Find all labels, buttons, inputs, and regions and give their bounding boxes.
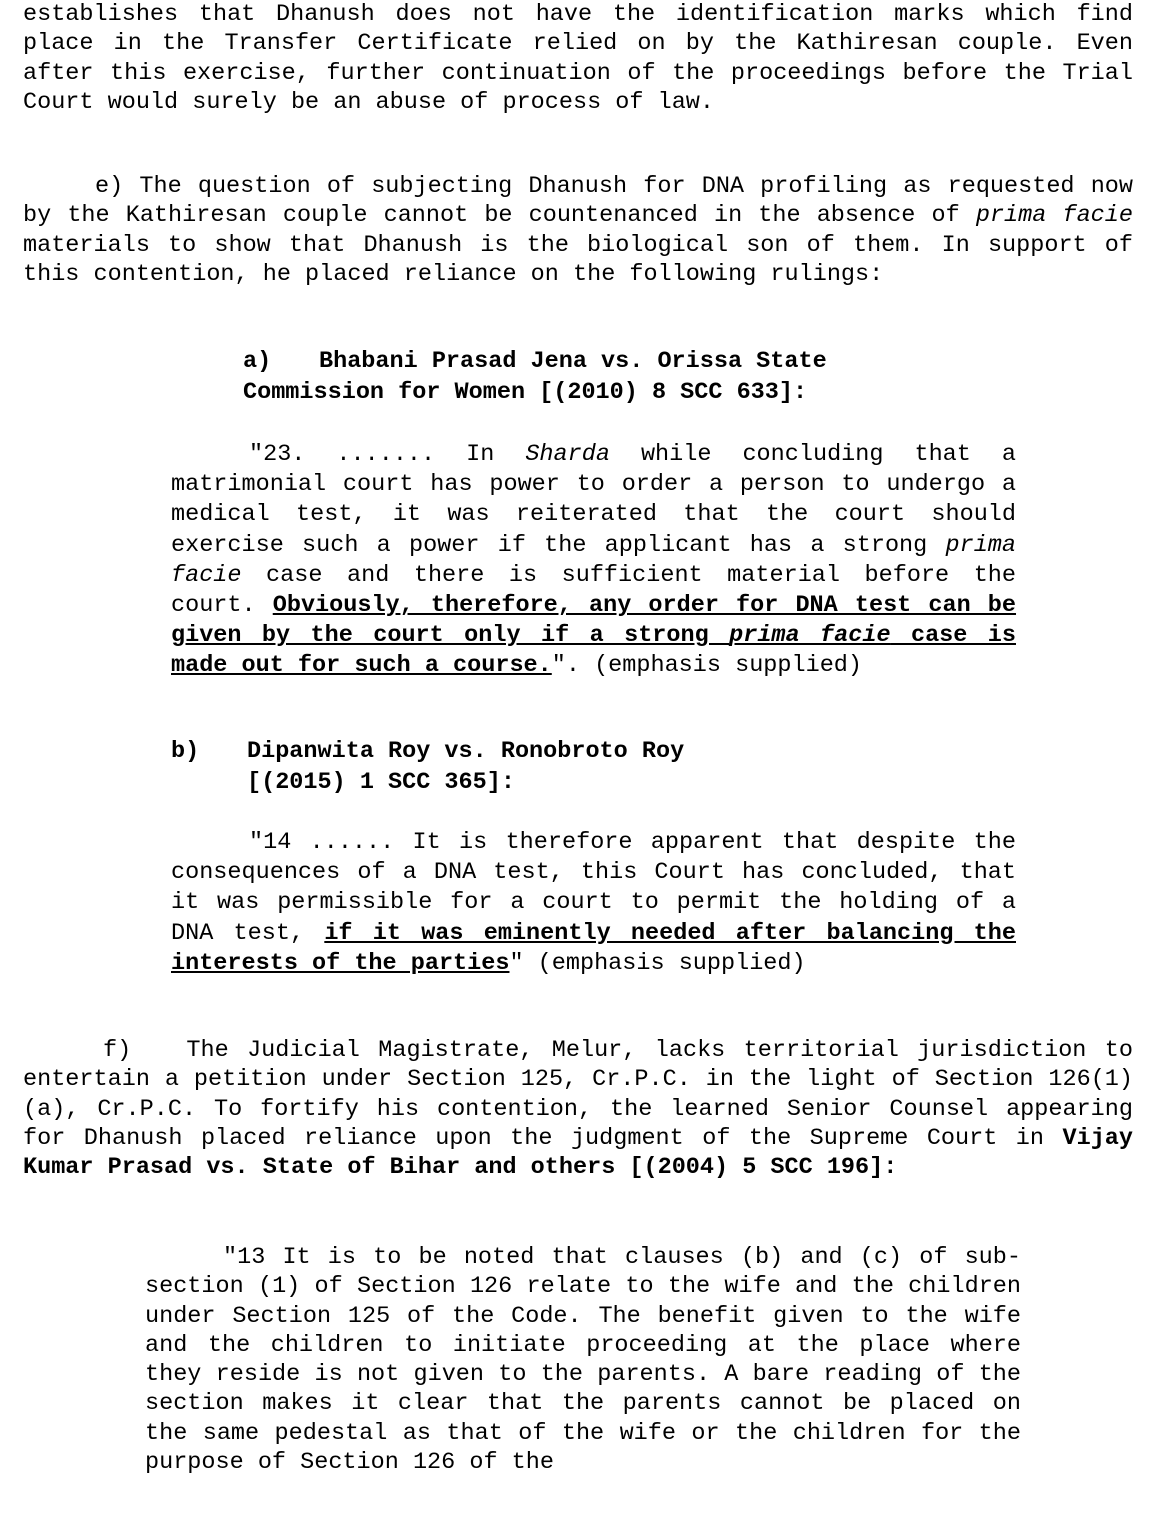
quote-text: " (emphasis supplied) xyxy=(509,949,806,977)
case-citation: Vijay Kumar Prasad vs. State of Bihar and others [(2004) 5 SCC 196]: xyxy=(23,1124,1133,1182)
citation-label: a) xyxy=(243,348,272,375)
citation-line xyxy=(171,737,871,768)
paragraph-label: e) xyxy=(95,173,124,200)
italic-text: prima facie xyxy=(171,531,1016,589)
quote-text: "14 ...... It is therefore apparent that despite the consequences of a DNA test, this Court has concluded, that it was permissible for a court to permit the holding of a DNA test, xyxy=(171,829,1016,947)
citation-line: [(2015) 1 SCC 365]: xyxy=(247,768,515,796)
paragraph-f xyxy=(23,1036,1133,1182)
citation-title: Dipanwita Roy vs. Ronobroto Roy xyxy=(247,738,685,765)
paragraph-text: The question of subjecting Dhanush for DNA profiling as requested now by the Kathiresan couple cannot be countenanced in the absence of xyxy=(23,173,1134,230)
citation-line: Commission for Women [(2010) 8 SCC 633]: xyxy=(243,378,808,406)
quote-text: "13 It is to be noted that clauses (b) and (c) of sub-section (1) of Section 126 relate to the wife and the children under Section 125 of the Code. The benefit given to the wife and the children to initiate proceeding at the place where they reside is not given to the parents. A bare reading of the section makes it clear that the parents cannot be placed on the same pedestal as that of the wife or the children for the purpose of Section 126 of the xyxy=(145,1244,1021,1477)
citation-b xyxy=(171,737,871,798)
emphasis-italic-text: prima facie xyxy=(729,622,891,650)
quote-23 xyxy=(171,440,1016,682)
emphasis-text: Obviously, therefore, any order for DNA test can be given by the court only if a strong xyxy=(171,592,1017,650)
italic-text: prima facie xyxy=(975,202,1133,230)
quote-text: ". (emphasis supplied) xyxy=(551,652,863,680)
citation-line xyxy=(243,347,943,378)
quote-14 xyxy=(171,828,1016,979)
quote-text: while concluding that a matrimonial court has power to order a person to undergo a medical test, it was reiterated that the court should exercise such a power if the applicant has a strong xyxy=(171,441,1016,559)
paragraph-label: f) xyxy=(103,1037,132,1064)
paragraph-text: The Judicial Magistrate, Melur, lacks territorial jurisdiction to entertain a petition under Section 125, Cr.P.C. in the light of Section 126(1)(a), Cr.P.C. To fortify his contention, the learned Senior Counsel appearing for Dhanush placed reliance upon the judgment of the Supreme Court in xyxy=(23,1037,1133,1152)
citation-title: Bhabani Prasad Jena vs. Orissa State xyxy=(319,348,827,375)
citation-a xyxy=(243,347,943,408)
quote-text: "23. ....... In xyxy=(249,441,526,468)
quote-text: case and there is sufficient material before the court. xyxy=(171,561,1016,620)
paragraph-continuation xyxy=(23,0,1133,117)
quote-13 xyxy=(145,1243,1021,1477)
paragraph-text: materials to show that Dhanush is the biological son of them. In support of this contention, he placed reliance on the following rulings: xyxy=(23,231,1133,288)
paragraph-e xyxy=(23,172,1133,289)
italic-text: Sharda xyxy=(525,441,610,468)
emphasis-text: if it was eminently needed after balancing the interests of the parties xyxy=(171,919,1016,977)
citation-label: b) xyxy=(171,738,200,765)
emphasis-text: case is made out for such a course. xyxy=(171,622,1016,680)
paragraph-text: establishes that Dhanush does not have the identification marks which find place in the Transfer Certificate relied on by the Kathiresan couple. Even after this exercise, further continuation of the proceedings before the Trial Court would surely be an abuse of process of law. xyxy=(23,1,1133,116)
